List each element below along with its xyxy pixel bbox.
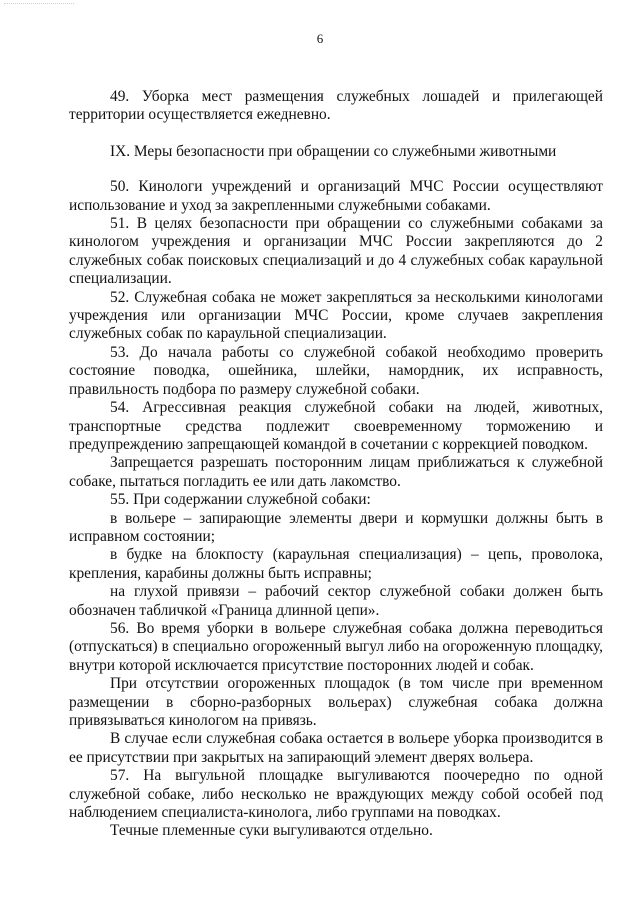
paragraph-56-cleaning-in-enclosure: В случае если служебная собака остается в вольере уборка производится в ее присутствии при закрытых на запирающий элемент дверях вольера. [69,730,603,766]
paragraph-55-booth: в будке на блокпосту (караульная специализация) – цепь, проволока, крепления, карабины должны быть исправны; [69,546,603,582]
paragraph-50: 50. Кинологи учреждений и организаций МЧС России осуществляют использование и уход за закрепленными служебными собаками. [69,178,603,214]
paragraph-51: 51. В целях безопасности при обращении со служебными собаками за кинологом учреждения и организации МЧС России закрепляются до 2 служебных собак поисковых специализаций и до 4 служебных собак караульной специализации. [69,215,603,288]
paragraph-56-no-fenced-area: При отсутствии огороженных площадок (в том числе при временном размещении в сборно-разборных вольерах) служебная собака должна привязываться кинологом на привязь. [69,675,603,729]
paragraph-57-females: Течные племенные суки выгуливаются отдельно. [110,822,433,840]
paragraph-57: 57. На выгульной площадке выгуливаются поочередно по одной служебной собаке, либо несколько не враждующих между собой особей под наблюдением специалиста-кинолога, либо группами на поводках. [69,767,603,822]
paragraph-53: 53. До начала работы со служебной собакой необходимо проверить состояние поводка, ошейника, шлейки, намордник, их исправность, правильность подбора по размеру служебной собаки. [69,343,603,398]
paragraph-54-prohibition: Запрещается разрешать посторонним лицам приближаться к служебной собаке, пытаться погладить ее или дать лакомство. [69,454,603,490]
section-heading: IX. Меры безопасности при обращении со служебными животными [110,142,557,160]
paragraph-49: 49. Уборка мест размещения служебных лошадей и прилегающей территории осуществляется ежедневно. [69,88,603,124]
page-number: 6 [316,31,324,46]
document-body [69,88,603,841]
paragraph-52: 52. Служебная собака не может закрепляться за несколькими кинологами учреждения или организации МЧС России, кроме случаев закрепления служебных собак по караульной специализации. [69,288,603,343]
paragraph-55-enclosure: в вольере – запирающие элементы двери и кормушки должны быть в исправном состоянии; [69,509,603,545]
paragraph-54: 54. Агрессивная реакция служебной собаки на людей, животных, транспортные средства подлежит своевременному торможению и предупреждению запрещающей командой в сочетании с коррекцией поводком. [69,399,603,453]
paragraph-55-tether: на глухой привязи – рабочий сектор служебной собаки должен быть обозначен табличкой «Граница длинной цепи». [69,583,603,619]
scan-edge-mark [4,3,74,6]
paragraph-55: 55. При содержании служебной собаки: [110,491,371,509]
paragraph-56: 56. Во время уборки в вольере служебная собака должна переводиться (отпускаться) в специально огороженный выгул либо на огороженную площадку, внутри которой исключается присутствие посторонних людей и собак. [69,619,603,674]
